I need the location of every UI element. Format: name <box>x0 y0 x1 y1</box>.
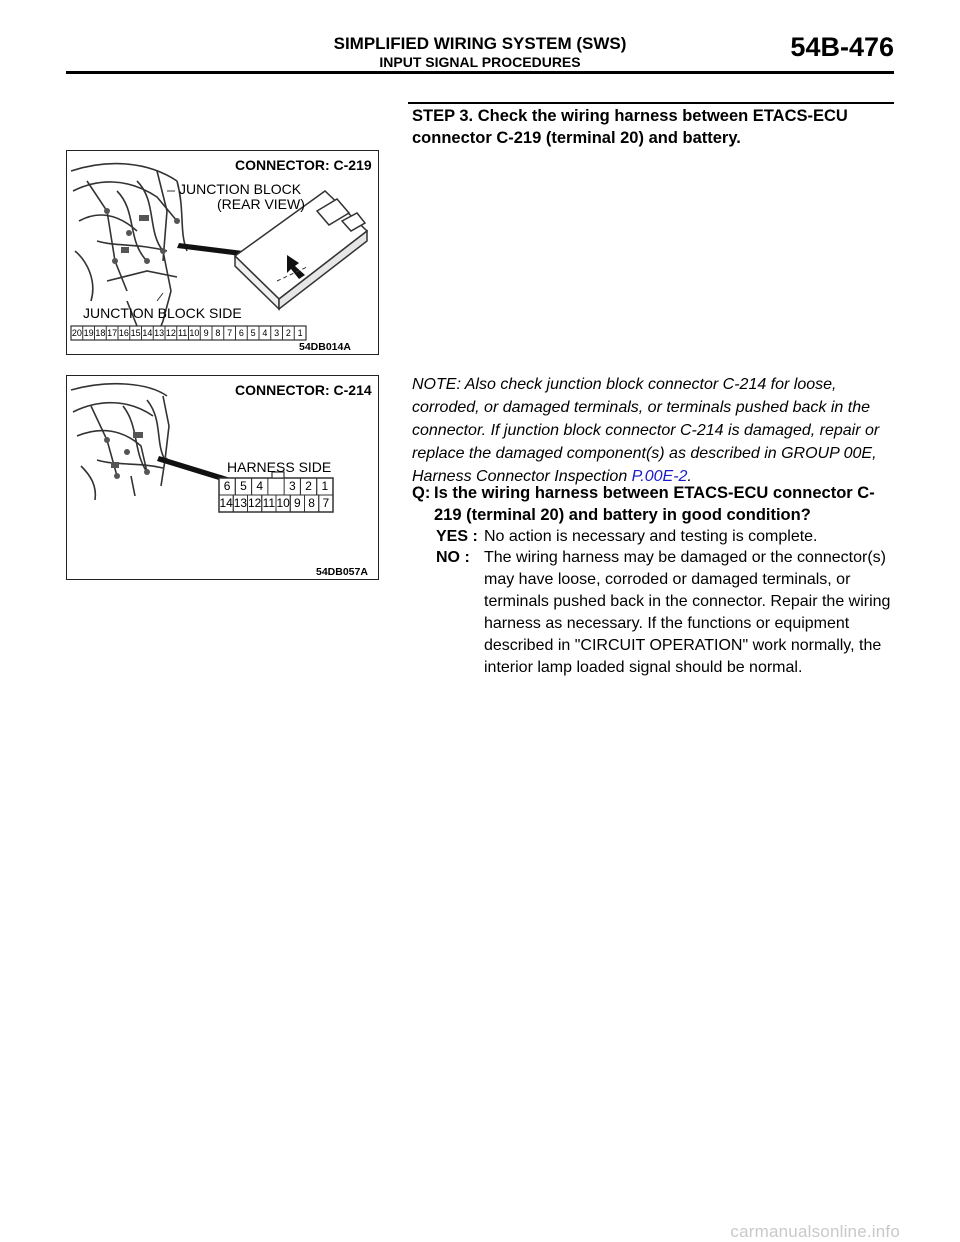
terminal-13: 13 <box>154 328 165 338</box>
junction-block-label: JUNCTION BLOCK <box>179 181 302 197</box>
dashboard-illustration <box>67 376 377 578</box>
terminal-9: 9 <box>294 496 301 510</box>
yes-label: YES : <box>436 528 478 545</box>
page-number: 54B-476 <box>790 32 894 62</box>
terminal-4: 4 <box>256 479 264 493</box>
step-title: STEP 3. Check the wiring harness between ETACS-ECU connector C-219 (terminal 20) and battery. <box>412 107 848 147</box>
terminal-2: 2 <box>285 328 291 338</box>
harness-inspection-link[interactable]: P.00E-2 <box>631 468 688 485</box>
terminal-1: 1 <box>297 328 303 338</box>
terminal-9: 9 <box>203 328 209 338</box>
terminal-7: 7 <box>322 496 330 510</box>
terminal-17: 17 <box>107 328 118 338</box>
figure-code: 54DB014A <box>299 341 351 353</box>
terminal-16: 16 <box>118 328 129 338</box>
no-label: NO : <box>436 549 470 566</box>
note-paragraph <box>412 373 890 488</box>
terminal-6: 6 <box>223 479 231 493</box>
terminal-3: 3 <box>274 328 280 338</box>
terminal-3: 3 <box>288 479 296 493</box>
terminal-15: 15 <box>130 328 141 338</box>
junction-block-side-label: JUNCTION BLOCK SIDE <box>83 305 242 321</box>
terminal-10: 10 <box>276 496 290 510</box>
terminal-11: 11 <box>262 496 276 510</box>
harness-side-label: HARNESS SIDE <box>227 459 332 475</box>
yes-text: No action is necessary and testing is complete. <box>484 528 818 545</box>
terminal-20: 20 <box>71 328 82 338</box>
answer-yes <box>436 526 896 548</box>
answer-no <box>436 547 896 697</box>
terminal-1: 1 <box>321 479 329 493</box>
terminal-7: 7 <box>227 328 233 338</box>
terminal-11: 11 <box>177 328 188 338</box>
terminal-19: 19 <box>83 328 94 338</box>
terminal-14: 14 <box>142 328 153 338</box>
watermark: carmanualsonline.info <box>730 1222 900 1241</box>
terminal-12: 12 <box>247 496 262 510</box>
note-end: . <box>687 468 692 485</box>
figure-code: 54DB057A <box>316 566 368 578</box>
question-text: Is the wiring harness between ETACS-ECU connector C-219 (terminal 20) and battery in good condition? <box>434 484 875 524</box>
terminal-4: 4 <box>262 328 268 338</box>
terminal-12: 12 <box>165 328 176 338</box>
terminal-5: 5 <box>240 479 247 493</box>
section-title: SIMPLIFIED WIRING SYSTEM (SWS) <box>333 34 627 53</box>
terminal-18: 18 <box>95 328 106 338</box>
figure-connector-c219 <box>66 150 379 355</box>
step-rule <box>408 102 894 104</box>
terminal-2: 2 <box>305 479 312 493</box>
connector-label: CONNECTOR: C-219 <box>235 157 372 173</box>
no-text: The wiring harness may be damaged or the connector(s) may have loose, corroded or damaged terminals, or terminals pushed back in the connector. Repair the wiring harness as necessary. If the functions or equipment described in "CIRCUIT OPERATION" work normally, the interior lamp loaded signal should be normal. <box>484 549 891 676</box>
note-text: NOTE: Also check junction block connector C-214 for loose, corroded, or damaged terminals, or terminals pushed back in the connector. If junction block connector C-214 is damaged, repair or replace the damaged component(s) as described in GROUP 00E, Harness Connector Inspection <box>412 376 880 485</box>
terminal-10: 10 <box>189 328 200 338</box>
question-label: Q: <box>412 484 431 502</box>
rear-view-label: (REAR VIEW) <box>217 196 305 212</box>
terminal-6: 6 <box>238 328 244 338</box>
terminal-14: 14 <box>219 496 233 510</box>
subsection-title: INPUT SIGNAL PROCEDURES <box>379 54 581 70</box>
terminal-8: 8 <box>308 496 315 510</box>
terminal-13: 13 <box>233 496 248 510</box>
connector-label: CONNECTOR: C-214 <box>235 382 372 398</box>
figure-connector-c214 <box>66 375 379 580</box>
header-rule <box>66 71 894 74</box>
terminal-8: 8 <box>215 328 221 338</box>
terminal-5: 5 <box>250 328 256 338</box>
